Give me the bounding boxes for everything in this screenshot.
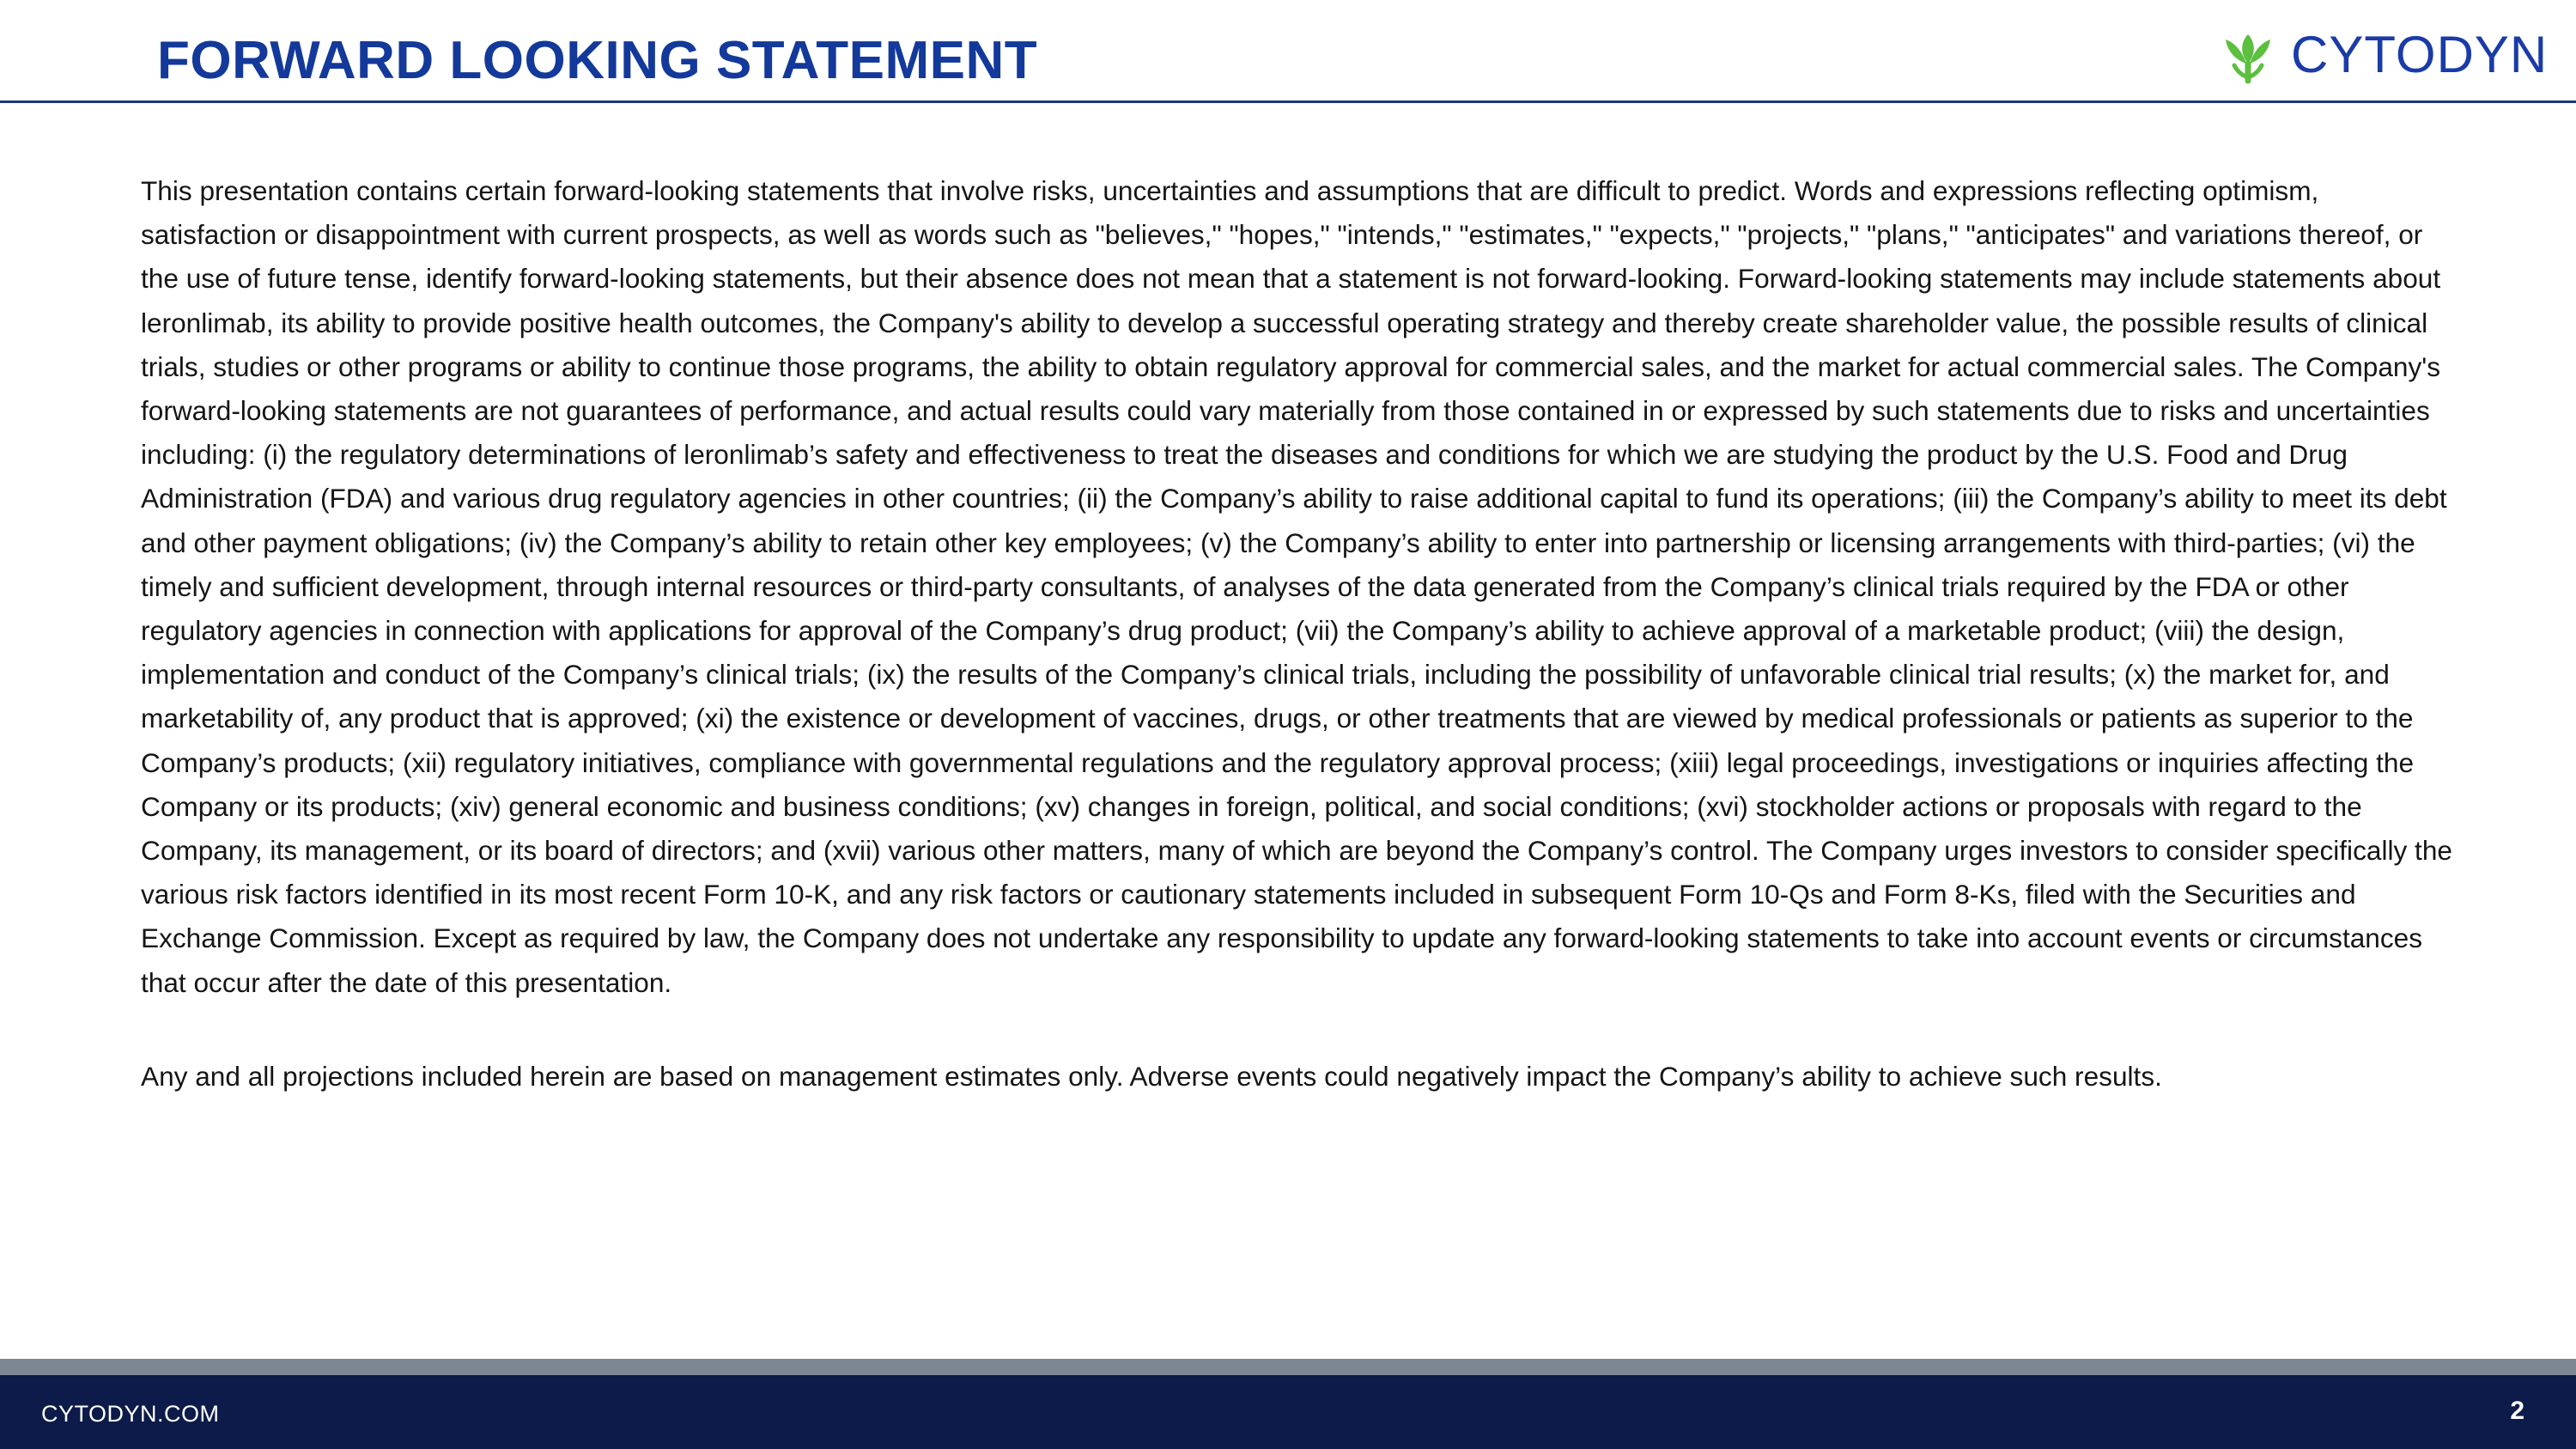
slide-number: 2 xyxy=(2510,1397,2524,1425)
footer-bar xyxy=(0,1375,2576,1449)
statement-body xyxy=(141,169,2459,1099)
disclaimer-paragraph: This presentation contains certain forward-looking statements that involve risks, uncertainties and assumptions that are difficult to predict. Words and expressions reflecting optimism, satisfaction or disappointment with current prospects, as well as words such as "believes," "hopes," "intends," "estimates," "expects," "projects," "plans," "anticipates" and variations thereof, or the use of future tense, identify forward-looking statements, but their absence does not mean that a statement is not forward-looking. Forward-looking statements may include statements about leronlimab, its ability to provide positive health outcomes, the Company's ability to develop a successful operating strategy and thereby create shareholder value, the possible results of clinical trials, studies or other programs or ability to continue those programs, the ability to obtain regulatory approval for commercial sales, and the market for actual commercial sales. The Company's forward-looking statements are not guarantees of performance, and actual results could vary materially from those contained in or expressed by such statements due to risks and uncertainties including: (i) the regulatory determinations of leronlimab’s safety and effectiveness to treat the diseases and conditions for which we are studying the product by the U.S. Food and Drug Administration (FDA) and various drug regulatory agencies in other countries; (ii) the Company’s ability to raise additional capital to fund its operations; (iii) the Company’s ability to meet its debt and other payment obligations; (iv) the Company’s ability to retain other key employees; (v) the Company’s ability to enter into partnership or licensing arrangements with third-parties; (vi) the timely and sufficient development, through internal resources or third-party consultants, of analyses of the data generated from the Company’s clinical trials required by the FDA or other regulatory agencies in connection with applications for approval of the Company’s drug product; (vii) the Company’s ability to achieve approval of a marketable product; (viii) the design, implementation and conduct of the Company’s clinical trials; (ix) the results of the Company’s clinical trials, including the possibility of unfavorable clinical trial results; (x) the market for, and marketability of, any product that is approved; (xi) the existence or development of vaccines, drugs, or other treatments that are viewed by medical professionals or patients as superior to the Company’s products; (xii) regulatory initiatives, compliance with governmental regulations and the regulatory approval process; (xiii) legal proceedings, investigations or inquiries affecting the Company or its products; (xiv) general economic and business conditions; (xv) changes in foreign, political, and social conditions; (xvi) stockholder actions or proposals with regard to the Company, its management, or its board of directors; and (xvii) various other matters, many of which are beyond the Company’s control. The Company urges investors to consider specifically the various risk factors identified in its most recent Form 10-K, and any risk factors or cautionary statements included in subsequent Form 10-Qs and Form 8-Ks, filed with the Securities and Exchange Commission. Except as required by law, the Company does not undertake any responsibility to update any forward-looking statements to take into account events or circumstances that occur after the date of this presentation. xyxy=(141,175,2452,998)
cytodyn-leaf-logo-icon xyxy=(2217,24,2279,86)
page-title: FORWARD LOOKING STATEMENT xyxy=(157,31,1038,90)
header-divider xyxy=(0,100,2576,103)
footer-accent-band xyxy=(0,1359,2576,1375)
company-logo xyxy=(2217,21,2548,89)
footer-website-link[interactable]: CYTODYN.COM xyxy=(41,1401,220,1427)
projections-paragraph: Any and all projections included herein are based on management estimates only. Adverse events could negatively impact the Company’s ability to achieve such results. xyxy=(141,1060,2162,1092)
logo-wordmark: CYTODYN xyxy=(2291,26,2549,83)
